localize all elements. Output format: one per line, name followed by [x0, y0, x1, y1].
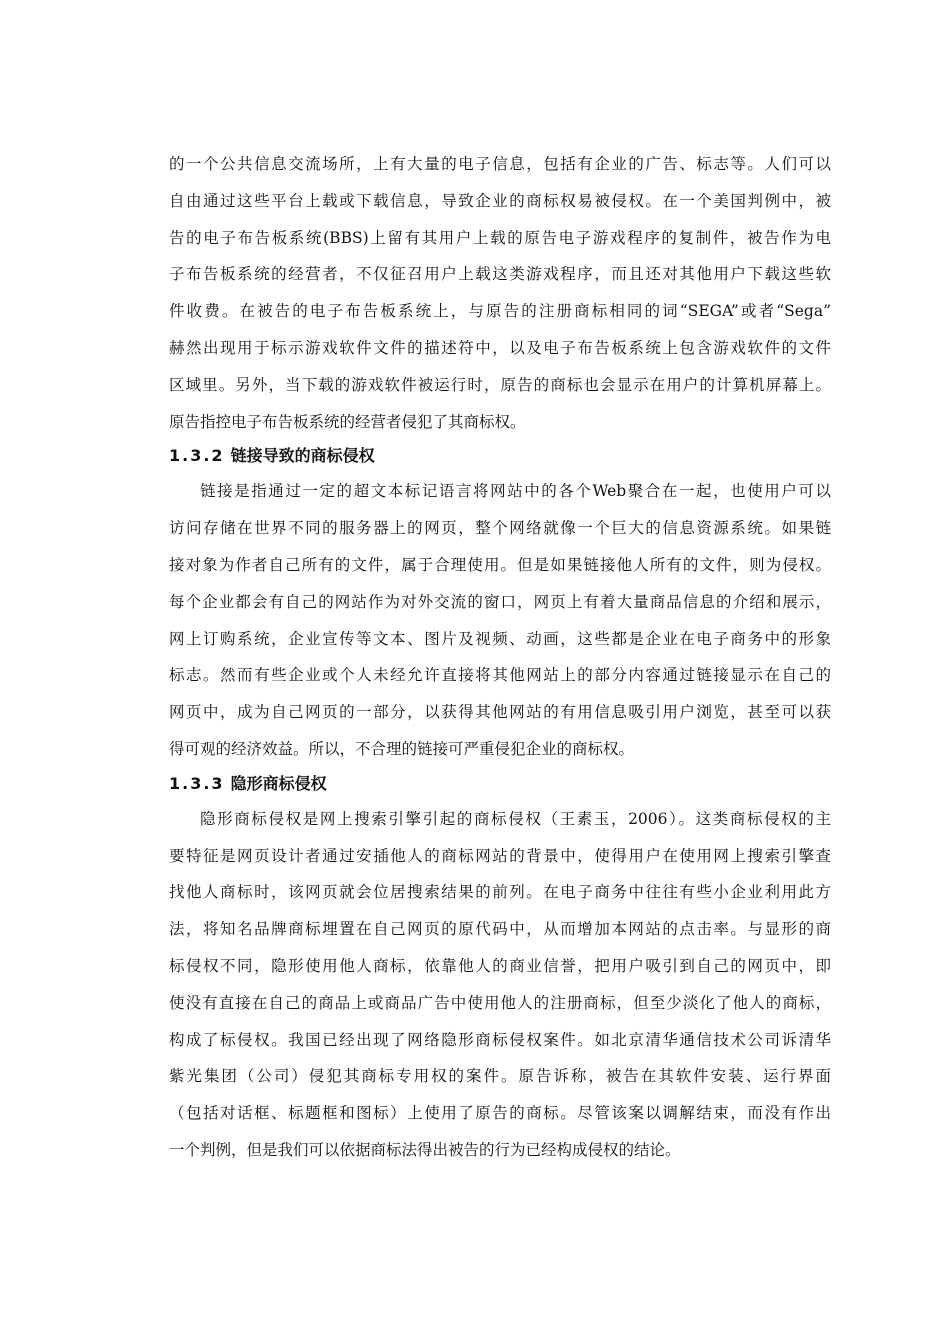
text-line: 标侵权不同，隐形使用他人商标，依靠他人的商业信誉，把用户吸引到自己的网页中，即	[169, 956, 831, 975]
paragraph-link-infringement	[169, 473, 831, 767]
text-line: 使没有直接在自己的商品上或商品广告中使用他人的注册商标，但至少淡化了他人的商标，	[169, 993, 831, 1012]
heading-title: 隐形商标侵权	[230, 773, 327, 793]
text-line: 网上订购系统，企业宣传等文本、图片及视频、动画，这些都是企业在电子商务中的形象	[169, 629, 831, 648]
section-heading-1-3-2	[169, 439, 831, 473]
text-line: 网页中，成为自己网页的一部分，以获得其他网站的有用信息吸引用户浏览，甚至可以获	[169, 703, 831, 722]
text-line: 的一个公共信息交流场所，上有大量的电子信息，包括有企业的广告、标志等。人们可以	[169, 155, 831, 173]
text-line: （包括对话框、标题框和图标）上使用了原告的商标。尽管该案以调解结束，而没有作出	[169, 1104, 831, 1123]
text-line: 自由通过这些平台上载或下载信息，导致企业的商标权易被侵权。在一个美国判例中，被	[169, 191, 831, 210]
text-line: 子布告板系统的经营者，不仅征召用户上载这类游戏程序，而且还对其他用户下载这些软	[169, 265, 831, 284]
document-page	[169, 146, 831, 1169]
text-line: 赫然出现用于标示游戏软件文件的描述符中，以及电子布告板系统上包含游戏软件的文件	[169, 338, 831, 357]
text-line: 访问存储在世界不同的服务器上的网页，整个网络就像一个巨大的信息资源系统。如果链	[169, 519, 831, 538]
text-line: 每个企业都会有自己的网站作为对外交流的窗口，网页上有着大量商品信息的介绍和展示，	[169, 592, 831, 611]
text-line: 找他人商标时，该网页就会位居搜索结果的前列。在电子商务中往往有些小企业利用此方	[169, 883, 831, 902]
text-line: 构成了标侵权。我国已经出现了网络隐形商标侵权案件。如北京清华通信技术公司诉清华	[169, 1030, 831, 1049]
text-line: 法，将知名品牌商标埋置在自己网页的原代码中，从而增加本网站的点击率。与显形的商	[169, 920, 831, 939]
text-line: 要特征是网页设计者通过安插他人的商标网站的背景中，使得用户在使用网上搜索引擎查	[169, 846, 831, 865]
text-line: 告的电子布告板系统(BBS)上留有其用户上载的原告电子游戏程序的复制件，被告作为电	[169, 228, 831, 247]
text-line: 原告指控电子布告板系统的经营者侵犯了其商标权。	[169, 412, 526, 431]
text-line: 隐形商标侵权是网上搜索引擎引起的商标侵权（王素玉，2006）。这类商标侵权的主	[200, 809, 831, 828]
heading-title: 链接导致的商标侵权	[230, 446, 375, 466]
text-line: 紫光集团（公司）侵犯其商标专用权的案件。原告诉称，被告在其软件安装、运行界面	[169, 1067, 831, 1086]
heading-number: 1.3.2	[169, 446, 225, 466]
text-line: 标志。然而有些企业或个人未经允许直接将其他网站上的部分内容通过链接显示在自己的	[169, 666, 831, 685]
text-line: 区域里。另外，当下载的游戏软件被运行时，原告的商标也会显示在用户的计算机屏幕上。	[169, 375, 831, 394]
paragraph-bbs-case	[169, 146, 831, 440]
text-line: 链接是指通过一定的超文本标记语言将网站中的各个Web聚合在一起，也使用户可以	[200, 482, 831, 501]
text-line: 接对象为作者自己所有的文件，属于合理使用。但是如果链接他人所有的文件，则为侵权。	[169, 555, 831, 574]
text-line: 件收费。在被告的电子布告板系统上，与原告的注册商标相同的词“SEGA”或者“Sega”	[169, 302, 831, 321]
text-line: 一个判例，但是我们可以依据商标法得出被告的行为已经构成侵权的结论。	[169, 1140, 681, 1159]
text-line: 得可观的经济效益。所以，不合理的链接可严重侵犯企业的商标权。	[169, 739, 635, 758]
paragraph-invisible-infringement	[169, 801, 831, 1169]
section-heading-1-3-3	[169, 767, 831, 801]
heading-number: 1.3.3	[169, 773, 225, 793]
